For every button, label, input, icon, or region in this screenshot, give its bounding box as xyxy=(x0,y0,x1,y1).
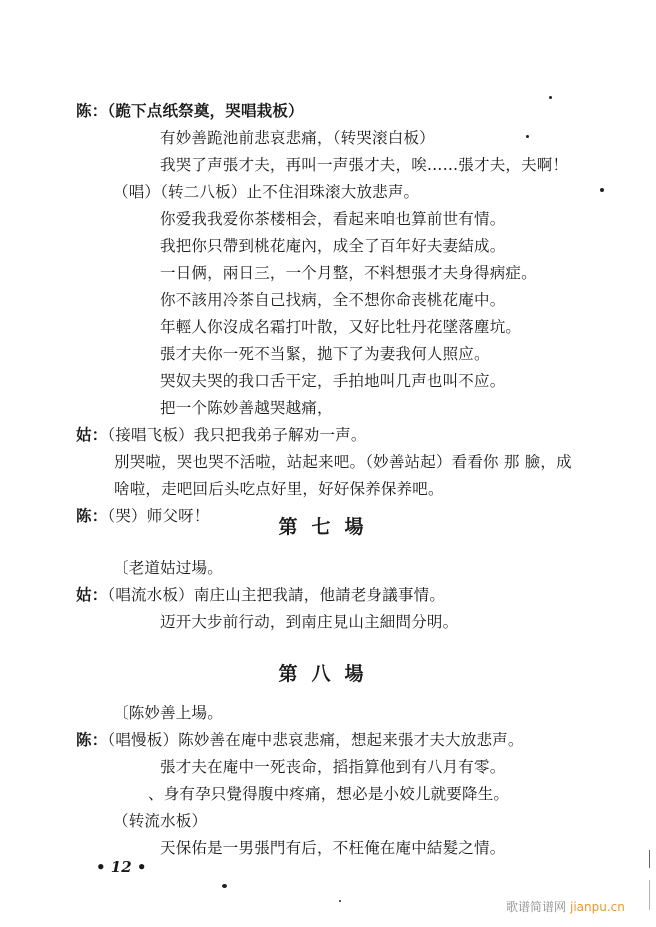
scan-speck xyxy=(339,900,341,902)
stage-direction: （转流水板） xyxy=(113,812,208,830)
dialogue-text: （唱慢板）陈妙善在庵中悲哀悲痛，想起来張才夫大放悲声。 xyxy=(107,731,524,749)
lyric-line: 你爱我我爱你茶楼相会，看起来咱也算前世有情。 xyxy=(160,210,506,228)
scan-edge-mark xyxy=(649,880,650,910)
lyric-line: 哭奴夫哭的我口舌干定，手拍地叫几声也叫不应。 xyxy=(160,372,506,390)
scene-heading: 第八場 xyxy=(278,663,378,685)
dialogue-text: （接唱飞板）我只把我弟子解劝一声。 xyxy=(107,426,367,444)
lyric-line: 你不該用冷茶自己找病，全不想你命丧桃花庵中。 xyxy=(160,291,506,309)
scene-heading: 第七場 xyxy=(278,516,378,538)
spoken-line: 啥啦，走吧回后头吃点好里，好好保养保养吧。 xyxy=(114,480,444,498)
dialogue-text: （哭）师父呀！ xyxy=(107,507,210,525)
lyric-line: 把一个陈妙善越哭越痛， xyxy=(160,399,333,417)
lyric-line: 我把你只帶到桃花庵內，成全了百年好夫妻結成。 xyxy=(160,237,506,255)
speaker-label: 陈： xyxy=(76,506,108,525)
lyric-line: 年輕人你沒成名霜打叶散，又好比牡丹花墜落塵坑。 xyxy=(160,318,522,336)
speaker-label: 陈： xyxy=(76,730,108,749)
scan-edge-mark xyxy=(649,850,650,868)
stage-direction: （唱）（转二八板）止不住泪珠滚大放悲声。 xyxy=(113,183,420,201)
stage-direction: 〔陈妙善上場。 xyxy=(113,704,223,722)
lyric-line: 張才夫在庵中一死丧命，搯指算他到有八月有零。 xyxy=(160,758,506,776)
dialogue-text: （唱流水板）南庄山主把我請，他請老身議事情。 xyxy=(107,586,446,604)
lyric-line: 一日俩，兩日三，一个月整，不料想張才夫身得病症。 xyxy=(160,264,537,282)
scan-speck xyxy=(600,188,604,192)
dialogue-line xyxy=(76,425,367,445)
dialogue-line xyxy=(76,585,445,605)
lyric-line: 迈开大步前行动，到南庄見山主細問分明。 xyxy=(160,613,459,631)
page-number: • 12 • xyxy=(96,858,147,876)
speaker-label: 姑： xyxy=(76,425,108,444)
lyric-line: 天保佑是一男張門有后，不枉俺在庵中結髮之情。 xyxy=(160,839,506,857)
lyric-line: 、身有孕只覺得腹中疼痛，想必是小姣儿就要降生。 xyxy=(148,785,510,803)
stage-direction: 〔老道姑过場。 xyxy=(113,559,223,577)
watermark xyxy=(506,898,625,915)
spoken-line: 別哭啦，哭也哭不活啦，站起来吧。（妙善站起）看看你 那 臉，成 xyxy=(114,453,572,471)
lyric-line: 有妙善跪池前悲哀悲痛，（转哭滚白板） xyxy=(160,129,435,147)
watermark-cn: 歌谱简谱网 xyxy=(506,900,567,914)
speaker-label: 陈： xyxy=(76,101,108,120)
speaker-label: 姑： xyxy=(76,585,108,604)
watermark-en: jianpu.cn xyxy=(570,900,625,914)
lyric-line: 張才夫你一死不当緊，拋下了为妻我何人照应。 xyxy=(160,345,490,363)
stage-direction: （跪下点纸祭奠，哭唱栽板） xyxy=(107,101,304,120)
dialogue-line xyxy=(76,101,304,121)
scan-speck xyxy=(222,884,227,888)
dialogue-line xyxy=(76,730,524,750)
scan-speck xyxy=(549,96,552,99)
lyric-line: 我哭了声張才夫，再叫一声張才夫，唉……張才夫，夫啊！ xyxy=(160,156,569,174)
scan-speck xyxy=(526,135,529,138)
